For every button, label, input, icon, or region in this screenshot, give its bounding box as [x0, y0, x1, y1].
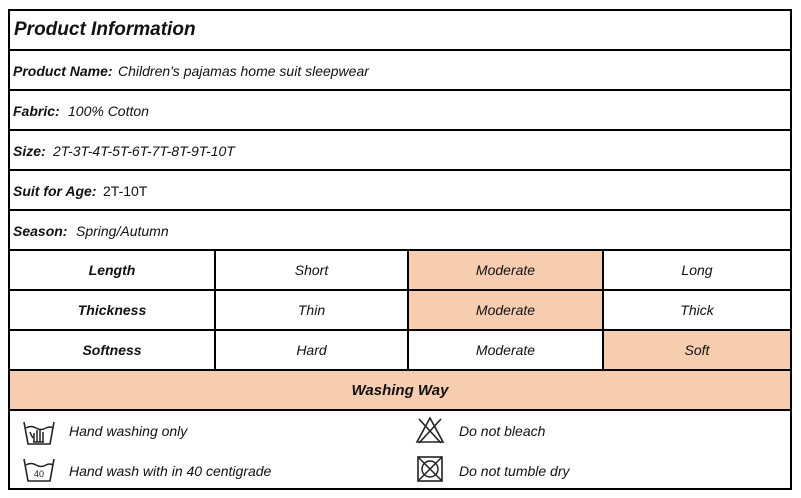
washing-header	[10, 371, 790, 411]
option-cell: Hard	[216, 331, 409, 369]
attribute-name: Softness	[10, 331, 216, 369]
washing-title: Washing Way	[351, 381, 449, 399]
info-value: 2T-3T-4T-5T-6T-7T-8T-9T-10T	[53, 143, 235, 159]
no-tumble-dry-icon	[415, 454, 445, 484]
option-cell: Long	[681, 262, 713, 278]
info-value: 2T-10T	[103, 183, 148, 199]
wash-40-icon	[22, 455, 56, 485]
hand-wash-icon	[22, 418, 56, 448]
option-cell: Thick	[680, 302, 714, 318]
option-cell: Thin	[216, 291, 409, 329]
wash-temp-label: 40	[33, 469, 45, 479]
page-title: Product Information	[14, 19, 196, 40]
attribute-name: Length	[10, 251, 216, 289]
info-row-season	[10, 211, 790, 251]
product-info-table	[8, 9, 792, 490]
info-value: Spring/Autumn	[76, 223, 169, 239]
care-text: Do not bleach	[459, 423, 546, 439]
care-text: Do not tumble dry	[459, 463, 570, 479]
info-label: Product Name:	[13, 63, 113, 79]
option-cell-selected: Moderate	[409, 251, 604, 289]
care-text: Hand washing only	[69, 423, 188, 439]
info-label: Season:	[13, 223, 68, 239]
title-row	[10, 11, 790, 51]
no-bleach-icon	[415, 415, 445, 445]
info-value: 100% Cotton	[68, 103, 149, 119]
option-cell-selected: Moderate	[409, 291, 604, 329]
info-label: Suit for Age:	[13, 183, 97, 199]
info-row-age	[10, 171, 790, 211]
info-row-product-name	[10, 51, 790, 91]
info-row-size	[10, 131, 790, 171]
attribute-name: Thickness	[10, 291, 216, 329]
attribute-row-thickness	[10, 291, 790, 331]
info-value: Children's pajamas home suit sleepwear	[118, 63, 369, 79]
care-text: Hand wash with in 40 centigrade	[69, 463, 272, 479]
option-cell: Short	[216, 251, 409, 289]
info-label: Fabric:	[13, 103, 60, 119]
attribute-row-length	[10, 251, 790, 291]
info-row-fabric	[10, 91, 790, 131]
option-cell: Moderate	[409, 331, 604, 369]
info-label: Size:	[13, 143, 46, 159]
option-cell-selected: Soft	[604, 331, 790, 369]
attribute-row-softness	[10, 331, 790, 371]
